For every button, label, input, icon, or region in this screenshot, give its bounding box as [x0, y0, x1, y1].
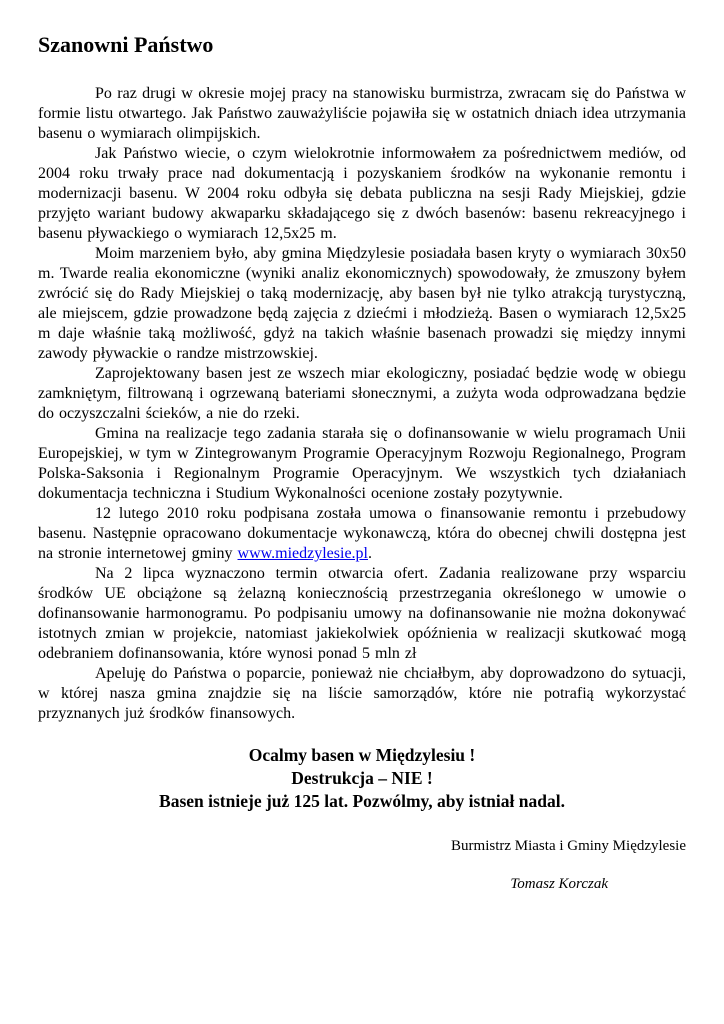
signature-title: Burmistrz Miasta i Gminy Międzylesie: [451, 838, 686, 854]
paragraph-text-after-link: .: [368, 545, 372, 562]
letter-paragraph-4: Zaprojektowany basen jest ze wszech miar ekologiczny, posiadać będzie wodę w obiegu zamkniętym, filtrowaną i ogrzewaną bateriami słonecznymi, a zużyta woda odprowadzana będzie do oczyszczalni ścieków, a nie do rzeki.: [38, 365, 686, 422]
paragraph-text-before-link: 12 lutego 2010 roku podpisana została umowa o finansowanie remontu i przebudowy basenu. Następnie opracowano dokumentacje wykonawczą, która do obecnej chwili dostępna jest na stronie internetowej gminy: [38, 505, 686, 562]
slogan-line-3: Basen istnieje już 125 lat. Pozwólmy, aby istniał nadal.: [159, 791, 565, 811]
miedzylesie-link[interactable]: www.miedzylesie.pl: [237, 545, 368, 562]
letter-paragraph-1: Po raz drugi w okresie mojej pracy na stanowisku burmistrza, zwracam się do Państwa w formie listu otwartego. Jak Państwo zauważyliście pojawiła się w ostatnich dniach idea utrzymania basenu o wymiarach olimpijskich.: [38, 85, 686, 142]
letter-paragraph-2: Jak Państwo wiecie, o czym wielokrotnie informowałem za pośrednictwem mediów, od 2004 roku trwały prace nad dokumentacją i pozyskaniem środków na wykonanie remontu i modernizacji basenu. W 2004 roku odbyła się debata publiczna na sesji Rady Miejskiej, gdzie przyjęto wariant budowy akwaparku składającego się z dwóch basenów: basenu rekreacyjnego i basenu pływackiego o wymiarach 12,5x25 m.: [38, 145, 686, 242]
letter-paragraph-3: Moim marzeniem było, aby gmina Międzylesie posiadała basen kryty o wymiarach 30x50 m. Twarde realia ekonomiczne (wyniki analiz ekonomicznych) spowodowały, że zmuszony byłem zwrócić się do Rady Miejskiej o taką modernizację, aby basen był nie tylko atrakcją turystyczną, ale miejscem, gdzie prowadzone będą zajęcia z dziećmi i młodzieżą. Basen o wymiarach 12,5x25 m daje właśnie taką możliwość, gdyż na takich właśnie basenach prowadzi się między innymi zawody pływackie o randze mistrzowskiej.: [38, 245, 686, 362]
letter-paragraph-6: [38, 504, 686, 564]
slogan-line-1: Ocalmy basen w Międzylesiu !: [248, 745, 476, 765]
letter-title: Szanowni Państwo: [38, 32, 214, 57]
slogan-line-2: Destrukcja – NIE !: [291, 768, 433, 788]
slogan-block: [38, 744, 686, 813]
signature-name: Tomasz Korczak: [510, 876, 608, 892]
letter-paragraph-5: Gmina na realizacje tego zadania starała się o dofinansowanie w wielu programach Unii Europejskiej, w tym w Zintegrowanym Programie Operacyjnym Rozwoju Regionalnego, Program Polska-Saksonia i Regionalnym Programie Operacyjnym. We wszystkich tych działaniach dokumentacja techniczna i Studium Wykonalności ocenione zostały pozytywnie.: [38, 425, 686, 502]
letter-paragraph-7: Na 2 lipca wyznaczono termin otwarcia ofert. Zadania realizowane przy wsparciu środków UE obciążone są żelazną koniecznością przestrzegania określonego w umowie o dofinansowanie harmonogramu. Po podpisaniu umowy na dofinansowanie nie można dokonywać istotnych zmian w projekcie, natomiast jakiekolwiek opóźnienia w realizacji skutkować mogą odebraniem dofinansowania, które wynosi ponad 5 mln zł: [38, 565, 686, 662]
letter-paragraph-8: Apeluję do Państwa o poparcie, ponieważ nie chciałbym, aby doprowadzono do sytuacji, w której nasza gmina znajdzie się na liście samorządów, które nie potrafią wykorzystać przyznanych już środków finansowych.: [38, 665, 686, 722]
